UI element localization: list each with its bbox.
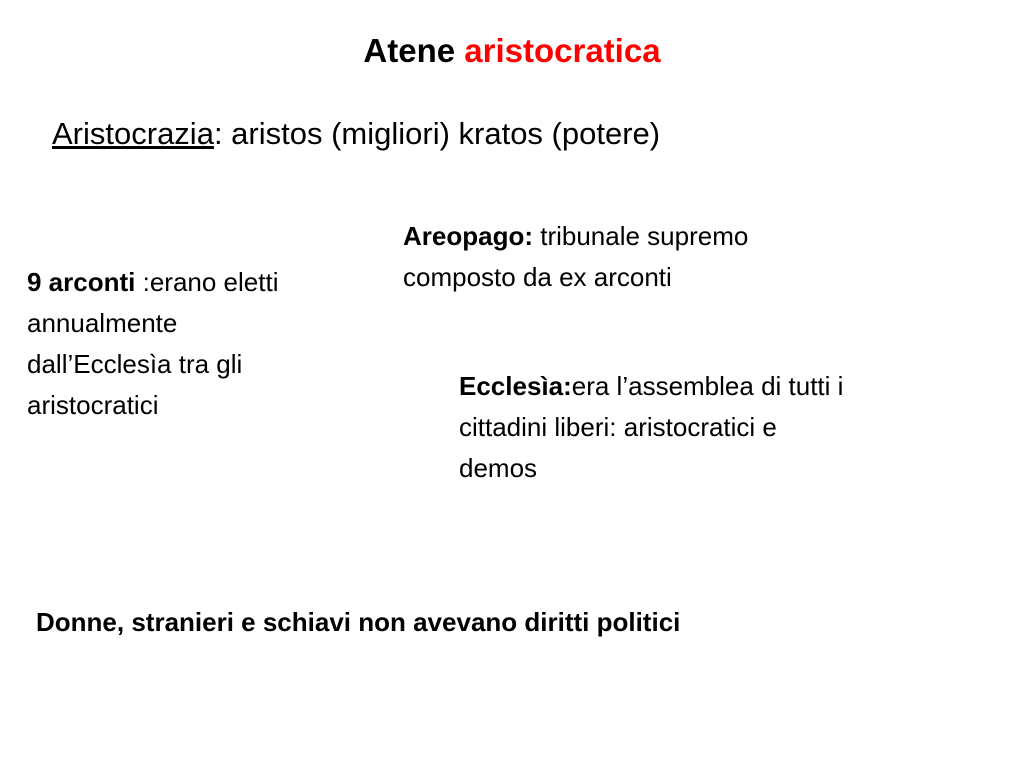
ecclesia-text-line1: era l’assemblea di tutti i <box>571 371 844 401</box>
ecclesia-heading: Ecclesìa: <box>459 371 572 401</box>
arconti-heading: 9 arconti <box>27 267 136 297</box>
arconti-text-line3: dall’Ecclesìa tra gli <box>27 349 243 379</box>
slide-title <box>0 32 1024 70</box>
areopago-block <box>403 216 883 298</box>
arconti-block <box>27 262 377 426</box>
definition-text: : aristos (migliori) kratos (potere) <box>213 116 661 151</box>
arconti-text-line2: annualmente <box>27 308 178 338</box>
areopago-text-line1: tribunale supremo <box>533 221 749 251</box>
arconti-text-line4: aristocratici <box>27 390 159 420</box>
ecclesia-block <box>459 366 979 489</box>
areopago-heading: Areopago: <box>403 221 533 251</box>
areopago-text-line2: composto da ex arconti <box>403 262 672 292</box>
aristocrazia-definition <box>52 112 660 156</box>
definition-term: Aristocrazia <box>52 116 214 151</box>
ecclesia-text-line2: cittadini liberi: aristocratici e <box>459 412 777 442</box>
arconti-text-line1: :erano eletti <box>135 267 279 297</box>
title-main: Atene <box>363 32 456 69</box>
footer-note: Donne, stranieri e schiavi non avevano diritti politici <box>36 607 681 637</box>
title-accent: aristocratica <box>464 32 661 69</box>
ecclesia-text-line3: demos <box>459 453 538 483</box>
